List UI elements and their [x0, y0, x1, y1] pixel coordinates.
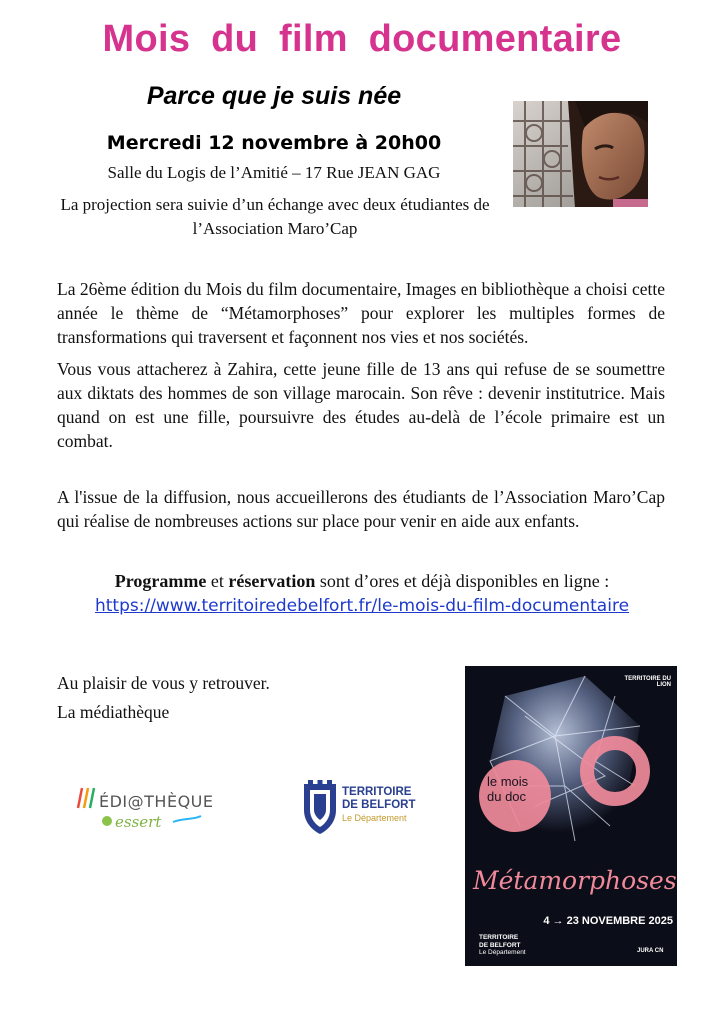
programme-line: [0, 571, 724, 592]
programme-rest: sont d’ores et déjà disponibles en ligne :: [319, 571, 610, 591]
event-note: La projection sera suivie d’un échange avec deux étudiantes de l’Association Maro’Cap: [60, 195, 490, 238]
mediatheque-logo: [73, 782, 225, 830]
paragraph-after-screening: A l'issue de la diffusion, nous accueillerons des étudiants de l’Association Maro’Cap qui réalise de nombreuses actions sur place pour venir en aide aux enfants.: [57, 487, 665, 531]
territoire-line3: Le Département: [342, 813, 407, 823]
film-still-image: [513, 101, 648, 207]
poster-dates: 4 → 23 NOVEMBRE 2025: [543, 915, 673, 927]
event-poster: [465, 666, 677, 966]
and-word: et: [210, 571, 224, 591]
poster-footer-right: JURA CN: [637, 948, 664, 954]
poster-footer-line3: Le Département: [479, 949, 526, 956]
mediatheque-logo-graphic: [73, 782, 225, 830]
programme-word: Programme: [114, 571, 207, 591]
programme-link[interactable]: https://www.territoiredebelfort.fr/le-mois-du-film-documentaire: [94, 596, 630, 616]
poster-circle-text: le mois du doc: [487, 774, 529, 804]
poster-footer-line2: DE BELFORT: [479, 941, 521, 949]
belfort-emblem-icon: [302, 780, 338, 836]
territoire-line1: TERRITOIRE: [342, 786, 412, 798]
paragraph-intro: La 26ème édition du Mois du film documentaire, Images en bibliothèque a choisi cette année le thème de “Métamorphoses” pour explorer les multiples formes de transformations qui traversent et façonnent nos vies et nos sociétés.: [57, 279, 665, 347]
paragraph-synopsis: Vous vous attacherez à Zahira, cette jeune fille de 13 ans qui refuse de se soumettre aux diktats des hommes de son village marocain. Son rêve : devenir institutrice. Mais quand on est une fille, poursuivre des études au-delà de l’école primaire est un combat.: [57, 359, 665, 451]
poster-title: Métamorphoses: [473, 866, 677, 895]
closing-line: Au plaisir de vous y retrouver.: [57, 673, 270, 693]
event-venue: Salle du Logis de l’Amitié – 17 Rue JEAN GAG: [107, 163, 441, 182]
territoire-belfort-logo: [302, 780, 427, 836]
territoire-line2: DE BELFORT: [342, 799, 416, 811]
signature-line: La médiathèque: [57, 702, 170, 722]
svg-text:ÉDI@THÈQUE: ÉDI@THÈQUE: [99, 792, 214, 811]
poster-footer-logo: [479, 934, 526, 957]
film-title: Parce que je suis née: [146, 82, 402, 110]
poster-footer-line1: TERRITOIRE: [479, 934, 519, 941]
svg-text:essert: essert: [115, 813, 162, 830]
event-datetime: Mercredi 12 novembre à 20h00: [106, 132, 442, 154]
reservation-word: réservation: [228, 571, 316, 591]
page-title: Mois du film documentaire: [102, 18, 622, 60]
closing-block: [57, 669, 270, 727]
poster-corner-text: TERRITOIRE DU LION: [624, 676, 671, 688]
